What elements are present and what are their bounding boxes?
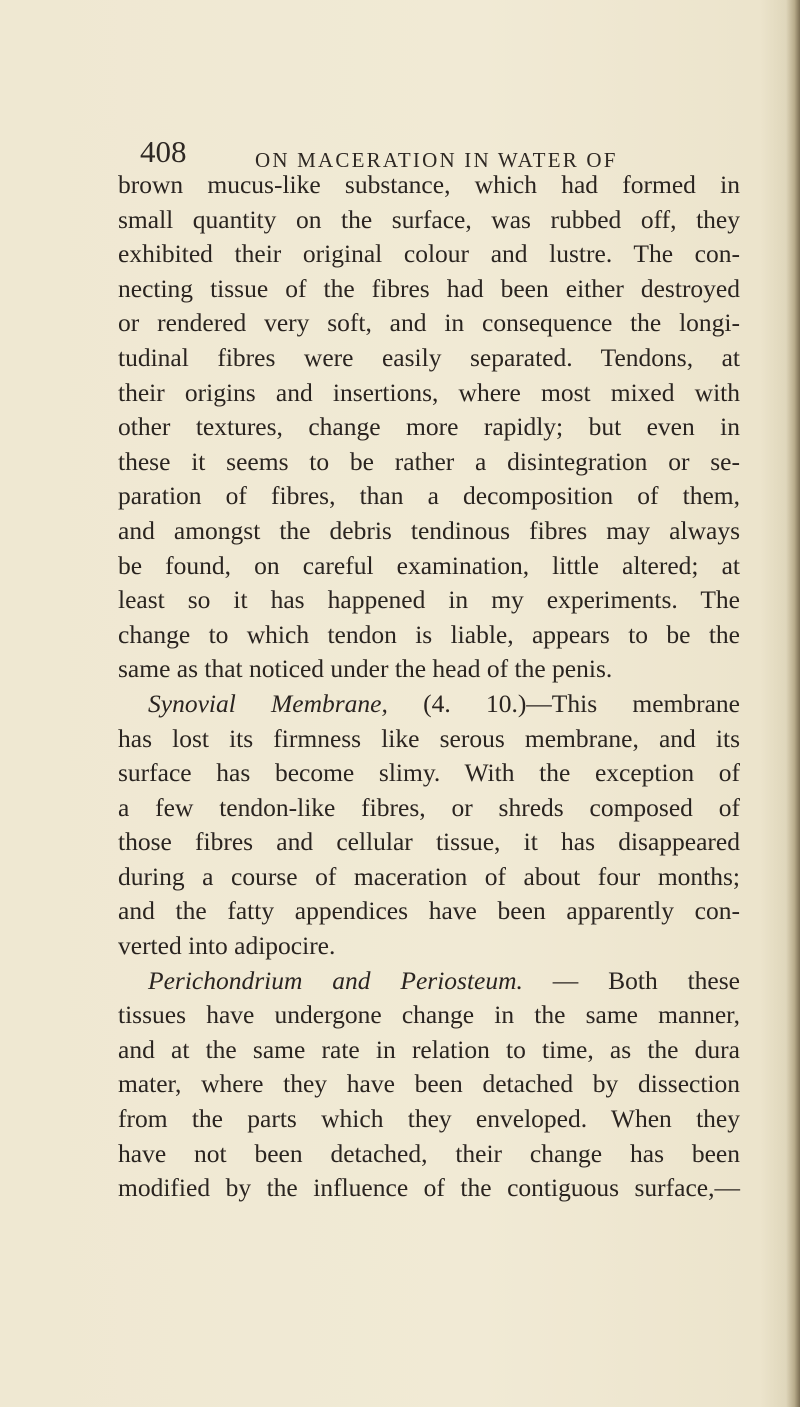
text-line: verted into adipocire.	[118, 931, 336, 961]
text-line: tudinal fibres were easily separated. Tendons, at	[118, 342, 740, 372]
line-remainder: (4. 10.)—This membrane	[387, 688, 740, 718]
text-line: other textures, change more rapidly; but even in	[118, 412, 740, 442]
text-line: and amongst the debris tendinous fibres may always	[118, 515, 740, 545]
text-line: same as that noticed under the head of the penis.	[118, 654, 613, 684]
text-line: brown mucus-like substance, which had formed in	[118, 170, 740, 199]
text-line: change to which tendon is liable, appears to be the	[118, 619, 740, 649]
running-head: ON MACERATION IN WATER OF	[255, 148, 618, 172]
text-line: paration of fibres, than a decomposition of them,	[118, 481, 740, 511]
page-number: 408	[140, 134, 187, 169]
body-text	[118, 168, 740, 1206]
text-line: necting tissue of the fibres had been either destroyed	[118, 273, 740, 303]
text-line: their origins and insertions, where most mixed with	[118, 377, 740, 407]
text-line: these it seems to be rather a disintegration or se-	[118, 446, 740, 476]
line-remainder: — Both these	[522, 965, 740, 995]
text-line: small quantity on the surface, was rubbed off, they	[118, 204, 740, 234]
section-title-synovial-membrane: Synovial Membrane,	[148, 688, 388, 718]
text-line: those fibres and cellular tissue, it has disappeared	[118, 827, 740, 857]
text-line: mater, where they have been detached by dissection	[118, 1069, 740, 1099]
text-line: and at the same rate in relation to time, as the dura	[118, 1034, 740, 1064]
text-line: tissues have undergone change in the same manner,	[118, 1000, 740, 1030]
text-line: during a course of maceration of about four months;	[118, 861, 740, 891]
text-line: surface has become slimy. With the exception of	[118, 758, 740, 788]
text-line-synovial-heading	[118, 687, 740, 722]
text-line-perichondrium-heading	[118, 964, 740, 999]
text-line: and the fatty appendices have been apparently con-	[118, 896, 740, 926]
text-line: a few tendon-like fibres, or shreds composed of	[118, 792, 740, 822]
text-line: least so it has happened in my experiments. The	[118, 585, 740, 615]
text-line: or rendered very soft, and in consequence the longi-	[118, 308, 740, 338]
section-title-perichondrium-periosteum: Perichondrium and Periosteum.	[148, 965, 523, 995]
text-line: be found, on careful examination, little altered; at	[118, 550, 740, 580]
text-line: modified by the influence of the contiguous surface,—	[118, 1173, 740, 1203]
text-line: from the parts which they enveloped. When they	[118, 1104, 740, 1134]
text-line: exhibited their original colour and lustre. The con-	[118, 239, 740, 269]
text-line: have not been detached, their change has been	[118, 1138, 740, 1168]
text-line: has lost its firmness like serous membrane, and its	[118, 723, 740, 753]
page-edge-shadow	[786, 0, 800, 1407]
